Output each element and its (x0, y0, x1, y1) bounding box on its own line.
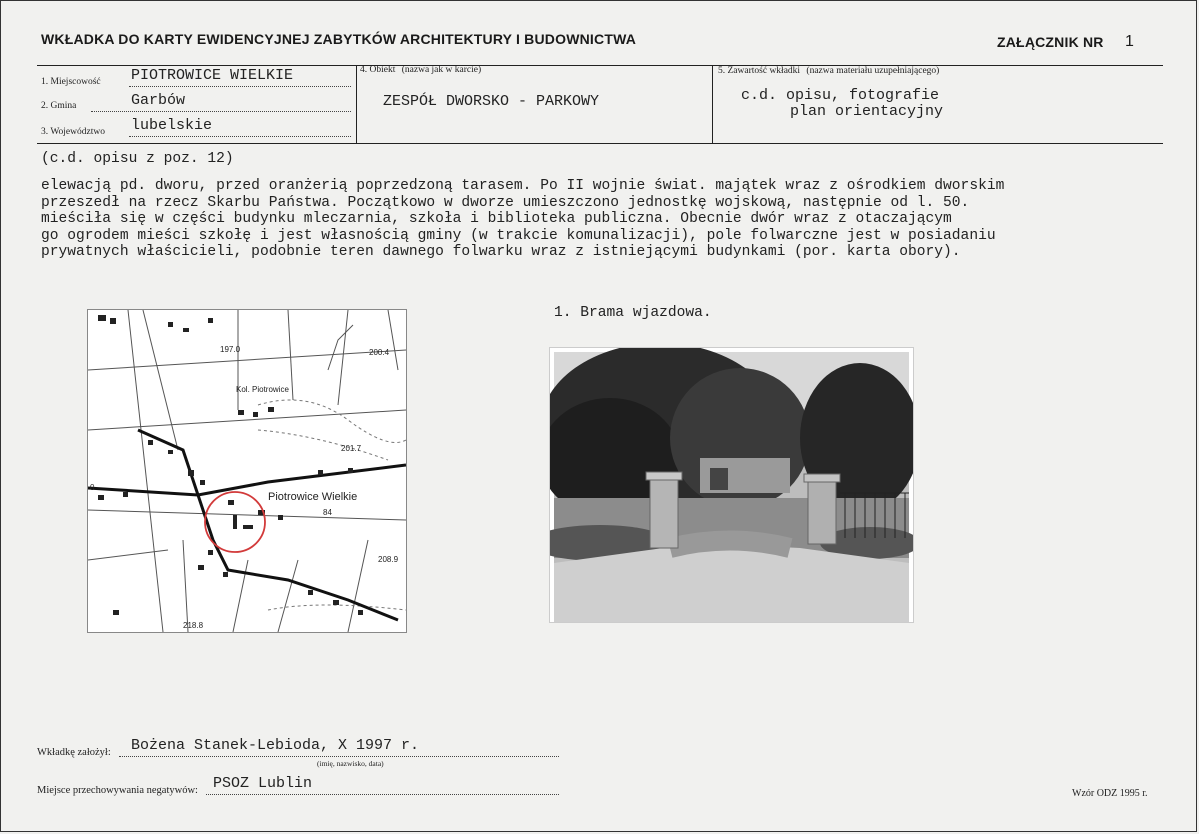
author-hint: (imię, nazwisko, data) (317, 759, 384, 768)
storage-dots (206, 794, 559, 795)
map-height-label: 200.4 (369, 348, 390, 357)
continuation-note: (c.d. opisu z poz. 12) (41, 151, 234, 167)
author-label: Wkładkę założył: (37, 747, 111, 758)
topographic-map-drawing (88, 310, 406, 632)
gate-photo-drawing (550, 348, 913, 622)
map-height-label: 218.8 (183, 621, 204, 630)
description-line-2: przeszedł na rzecz Skarbu Państwa. Początkowo w dworze umieszczono jednostkę wojskową, następnie od l. 50. (41, 194, 970, 211)
map-village-label: Piotrowice Wielkie (268, 491, 358, 503)
commune-dots (91, 111, 351, 112)
description-line-3: mieściła się w części budynku mleczarnia, szkoła i biblioteka publiczna. Obecnie dwór wraz z otaczającym (41, 211, 952, 227)
voivodeship-label: 3. Województwo (41, 127, 105, 137)
gate-pillar-right (808, 478, 836, 544)
form-title: WKŁADKA DO KARTY EWIDENCYJNEJ ZABYTKÓW ARCHITEKTURY I BUDOWNICTWA (41, 31, 637, 47)
photo-caption: 1. Brama wjazdowa. (554, 305, 712, 321)
map-place-label: Kol. Piotrowice (236, 385, 289, 394)
map-edge-label: 0 (90, 483, 95, 492)
storage-value: PSOZ Lublin (213, 775, 313, 792)
object-label (360, 65, 481, 75)
contents-hint: (nazwa materiału uzupełniającego) (806, 66, 940, 76)
description-line-1: elewacją pd. dworu, przed oranżerią poprzedzoną tarasem. Po II wojnie świat. majątek wraz z ośrodkiem dworskim (41, 178, 1005, 194)
author-value: Bożena Stanek-Lebioda, X 1997 r. (131, 737, 420, 754)
form-version: Wzór ODZ 1995 r. (1072, 788, 1148, 799)
table-bottom-line (37, 143, 1163, 144)
map-height-label: 201.7 (341, 444, 362, 453)
gate-pillar-left (650, 476, 678, 548)
map-height-label: 208.9 (378, 555, 399, 564)
map-height-label: 197.0 (220, 345, 241, 354)
commune-value: Garbów (131, 92, 186, 109)
object-value: ZESPÓŁ DWORSKO - PARKOWY (383, 93, 600, 110)
contents-label (718, 66, 939, 76)
storage-label: Miejsce przechowywania negatywów: (37, 785, 198, 796)
object-label-text: 4. Obiekt (360, 65, 396, 75)
annex-label: ZAŁĄCZNIK NR (997, 34, 1104, 50)
gate-photo (550, 348, 913, 622)
map-height-label: 84 (323, 508, 332, 517)
voivodeship-value: lubelskie (131, 117, 213, 134)
location-map (87, 309, 407, 633)
author-dots (119, 756, 559, 757)
object-hint: (nazwa jak w karcie) (401, 65, 482, 75)
commune-label: 2. Gmina (41, 101, 77, 111)
locality-dots (129, 86, 351, 87)
table-divider-2 (712, 65, 713, 143)
contents-line-2: plan orientacyjny (790, 103, 944, 120)
voivodeship-dots (129, 136, 351, 137)
table-divider-1 (356, 65, 357, 143)
locality-label: 1. Miejscowość (41, 77, 101, 87)
description-line-5: prywatnych właścicieli, podobnie teren dawnego folwarku wraz z istniejącymi budynkami (por. karta obory). (41, 244, 961, 260)
table-top-line (37, 65, 1163, 66)
contents-label-text: 5. Zawartość wkładki (718, 66, 801, 76)
annex-number: 1 (1125, 33, 1134, 50)
locality-value: PIOTROWICE WIELKIE (131, 67, 294, 84)
description-text (41, 178, 1004, 261)
contents-line-1: c.d. opisu, fotografie (741, 87, 940, 104)
description-line-4: go ogrodem mieści szkołę i jest własnością gminy (w trakcie komunalizacji), pole folwarczne jest w posiadaniu (41, 227, 996, 244)
